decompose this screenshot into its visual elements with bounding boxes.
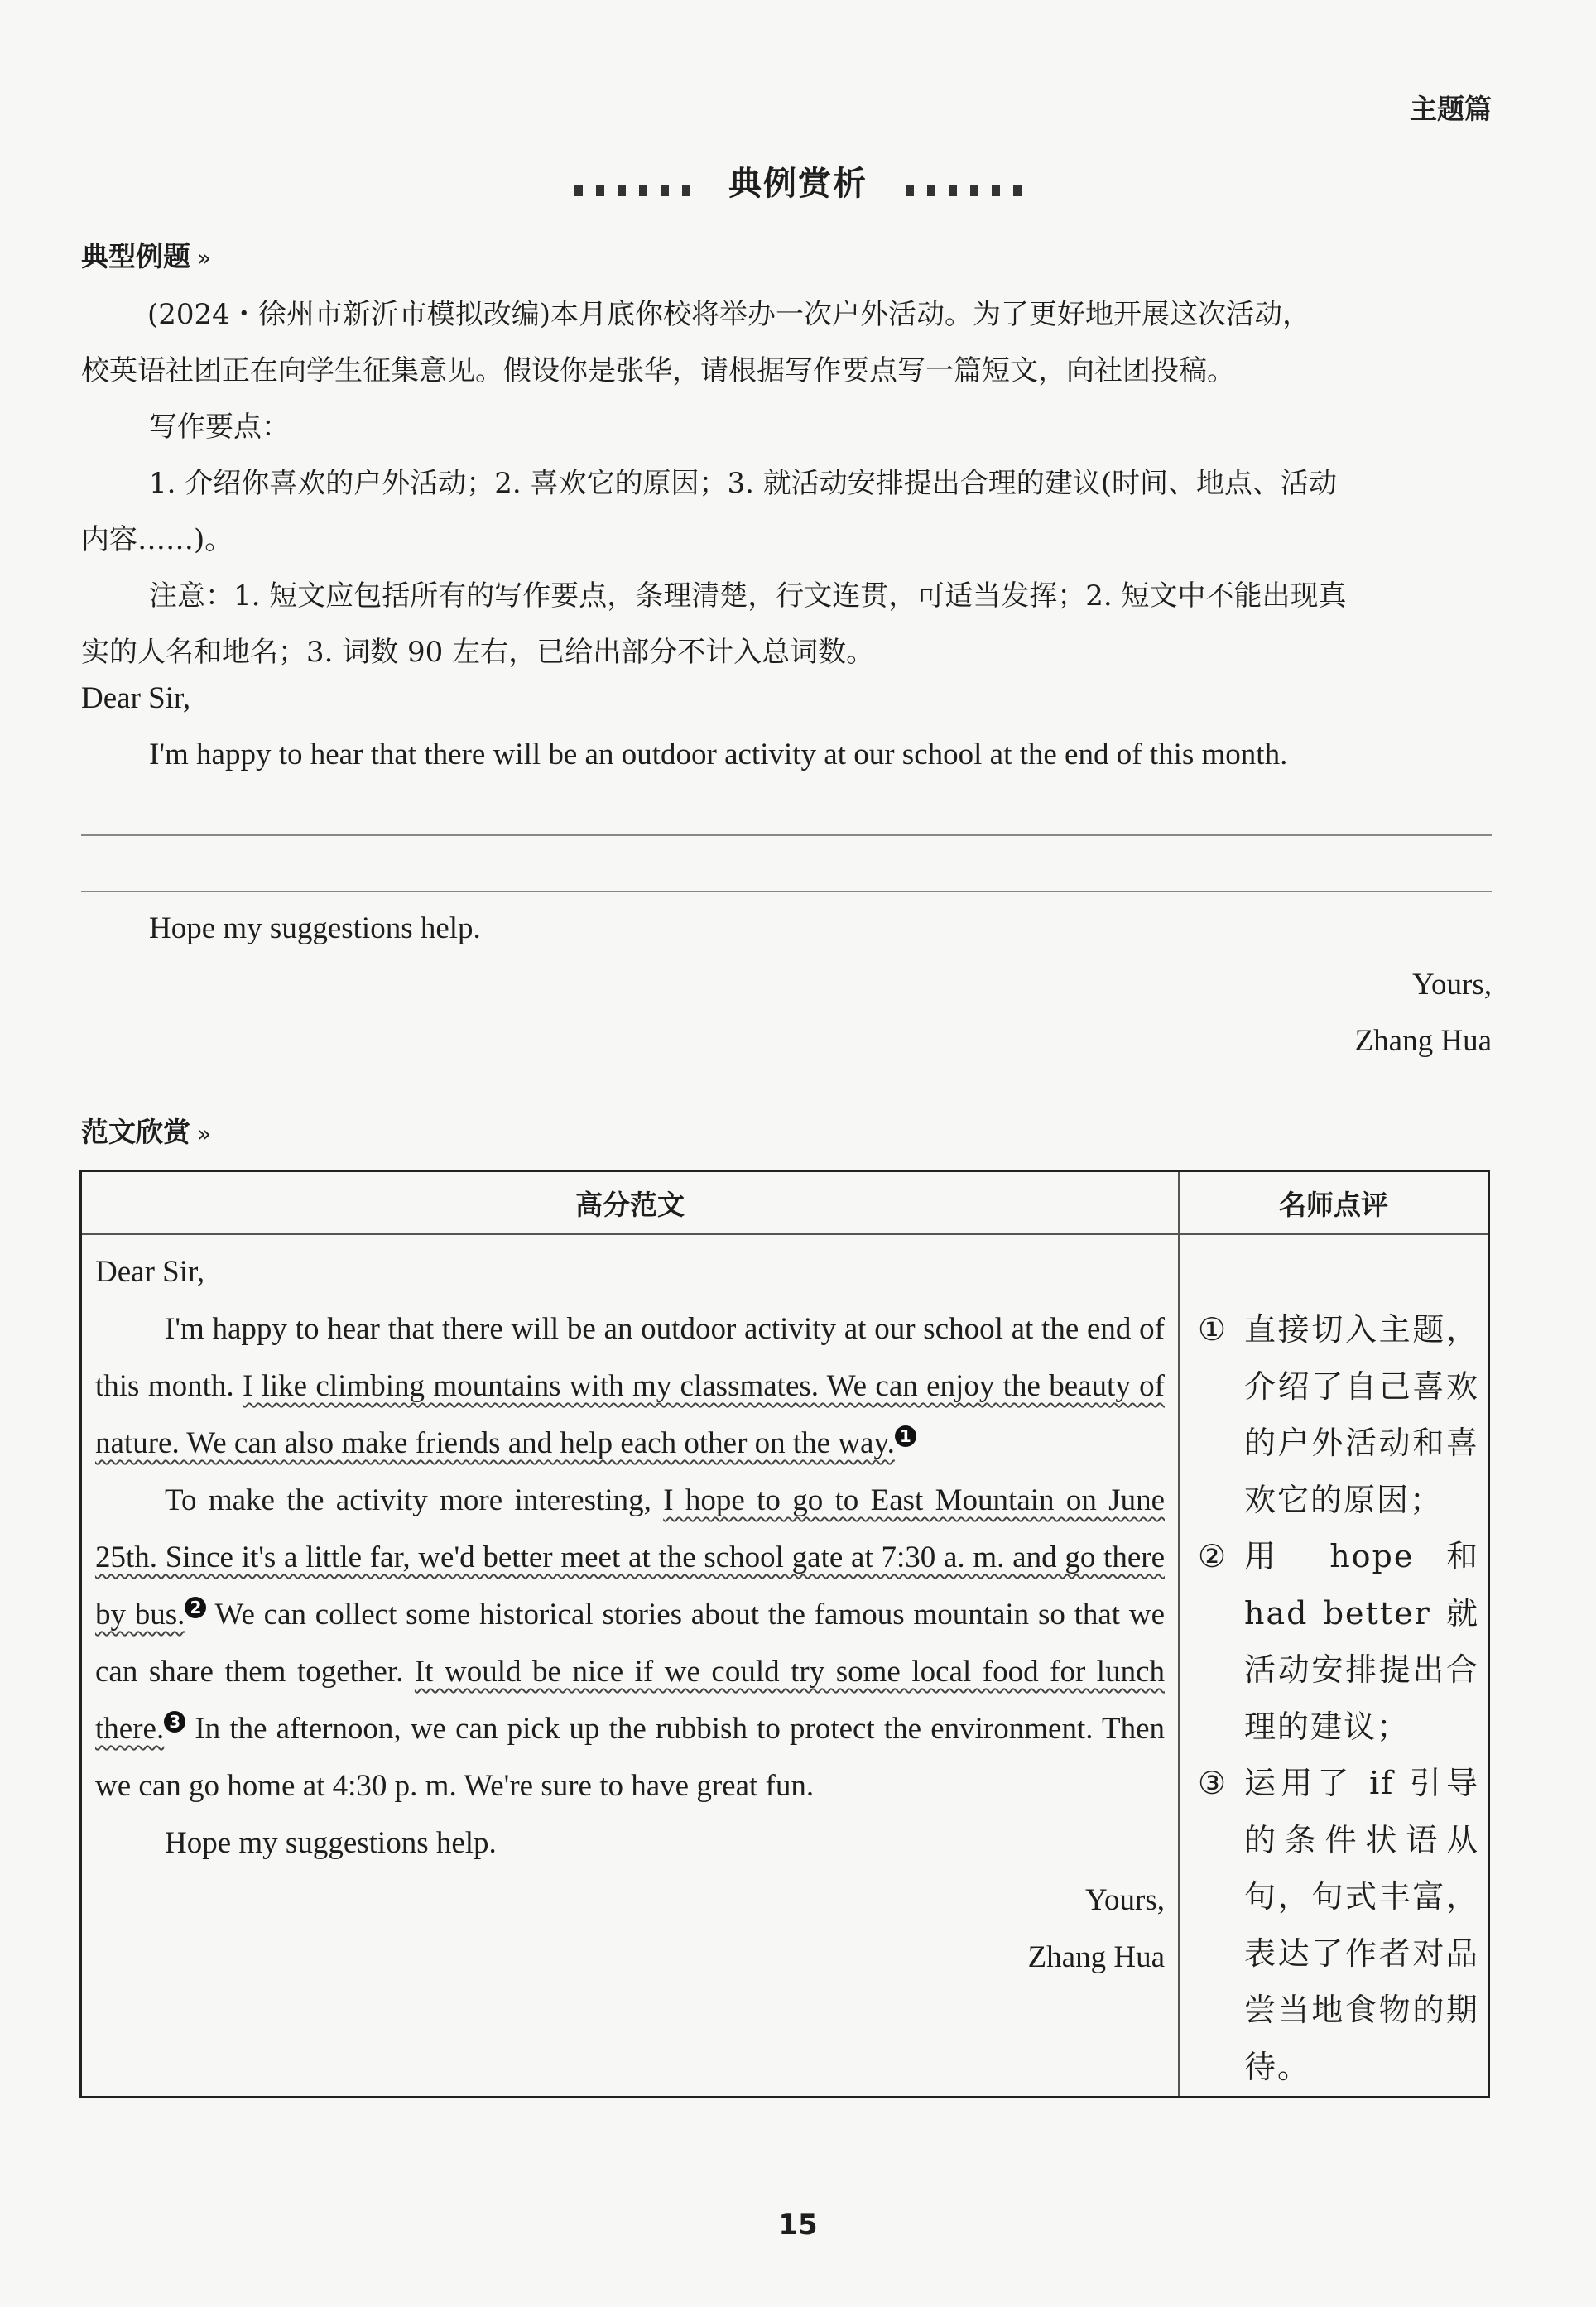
prompt-line-2: 校英语社团正在向学生征集意见。假设你是张华，请根据写作要点写一篇短文，向社团投稿。 — [81, 354, 1235, 387]
model-heading-text: 范文欣赏 — [81, 1116, 190, 1148]
answer-line-1 — [81, 834, 1492, 836]
essay-paragraph-2 — [95, 1472, 1165, 1814]
letter-closing: Hope my suggestions help. — [149, 911, 481, 945]
letter-signoff: Yours, — [1412, 968, 1492, 1002]
essay-text: We can collect some historical stories about the famous mountain so that we can share them together. — [95, 1598, 1165, 1689]
essay-text: In the afternoon, we can pick up the rubbish to protect the environment. Then we can go home at 4:30 p. m. We're sure to have great fun. — [95, 1712, 1165, 1803]
comment-text: 用 hope 和 had better 就活动安排提出合理的建议； — [1244, 1538, 1479, 1745]
note-line-2: 实的人名和地名；3. 词数 90 左右，已给出部分不计入总词数。 — [81, 636, 875, 669]
comment-list — [1180, 1235, 1488, 2095]
comment-number: ① — [1198, 1311, 1228, 1348]
essay-signature: Zhang Hua — [1027, 1940, 1165, 1974]
letter-signature: Zhang Hua — [1354, 1024, 1492, 1058]
points-line-1: 1. 介绍你喜欢的户外活动；2. 喜欢它的原因；3. 就活动安排提出合理的建议(时间、地点、活动 — [149, 467, 1338, 500]
comment-number: ③ — [1198, 1765, 1228, 1801]
note-line-1: 注意：1. 短文应包括所有的写作要点，条理清楚，行文连贯，可适当发挥；2. 短文中不能出现真 — [149, 579, 1347, 613]
essay-text: To make the activity more interesting, — [165, 1483, 664, 1517]
comment-item — [1198, 1301, 1479, 1528]
essay-cell — [81, 1234, 1180, 2098]
note-marker-1: 1 — [895, 1425, 916, 1447]
letter-opening: I'm happy to hear that there will be an outdoor activity at our school at the end of this month. — [149, 738, 1288, 771]
banner — [0, 157, 1596, 204]
points-label: 写作要点： — [149, 411, 290, 444]
col-header-essay: 高分范文 — [81, 1171, 1180, 1235]
col-header-comment: 名师点评 — [1179, 1171, 1489, 1235]
chevron-icon: » — [197, 1120, 212, 1147]
note-marker-3: 3 — [164, 1711, 185, 1733]
underlined-sentence: I hope to go to East Mountain on June 25th. Since it's a little far, we'd better meet at the school gate at 7:30 a. m. and go there by bus. — [95, 1483, 1165, 1632]
essay-greeting: Dear Sir, — [95, 1255, 205, 1289]
comment-cell — [1179, 1234, 1489, 2098]
note-marker-2: 2 — [185, 1597, 206, 1618]
essay-closing: Hope my suggestions help. — [165, 1826, 497, 1860]
points-line-2: 内容……)。 — [81, 523, 233, 556]
comment-number: ② — [1198, 1538, 1228, 1574]
essay-signoff: Yours, — [1085, 1883, 1165, 1917]
underlined-sentence: I like climbing mountains with my classmates. We can enjoy the beauty of nature. We can also make friends and help each other on the way. — [95, 1369, 1165, 1460]
dot-decoration-right — [899, 166, 1028, 204]
comment-text: 直接切入主题，介绍了自己喜欢的户外活动和喜欢它的原因； — [1244, 1311, 1479, 1518]
banner-title: 典例赏析 — [728, 165, 868, 203]
model-heading — [81, 1111, 211, 1150]
model-essay-table — [79, 1170, 1490, 2098]
comment-item — [1198, 1755, 1479, 2095]
section-tag: 主题篇 — [1410, 93, 1492, 125]
comment-text: 运用了 if 引导的条件状语从句，句式丰富，表达了作者对品尝当地食物的期待。 — [1244, 1765, 1479, 2085]
example-heading — [81, 235, 211, 274]
chevron-icon: » — [197, 244, 212, 272]
underlined-sentence: It would be nice if we could try some local food for lunch there. — [95, 1655, 1165, 1746]
example-heading-text: 典型例题 — [81, 240, 190, 272]
essay-text: I'm happy to hear that there will be an outdoor activity at our school at the end of this month. — [95, 1312, 1165, 1403]
prompt-line-1: (2024・徐州市新沂市模拟改编)本月底你校将举办一次户外活动。为了更好地开展这次活动， — [147, 298, 1311, 331]
dot-decoration-left — [568, 166, 697, 204]
page-number: 15 — [778, 2208, 818, 2242]
letter-greeting: Dear Sir, — [81, 681, 191, 715]
answer-line-2 — [81, 891, 1492, 892]
essay-paragraph-1 — [95, 1300, 1165, 1472]
example-prompt — [81, 286, 1493, 680]
comment-item — [1198, 1528, 1479, 1755]
